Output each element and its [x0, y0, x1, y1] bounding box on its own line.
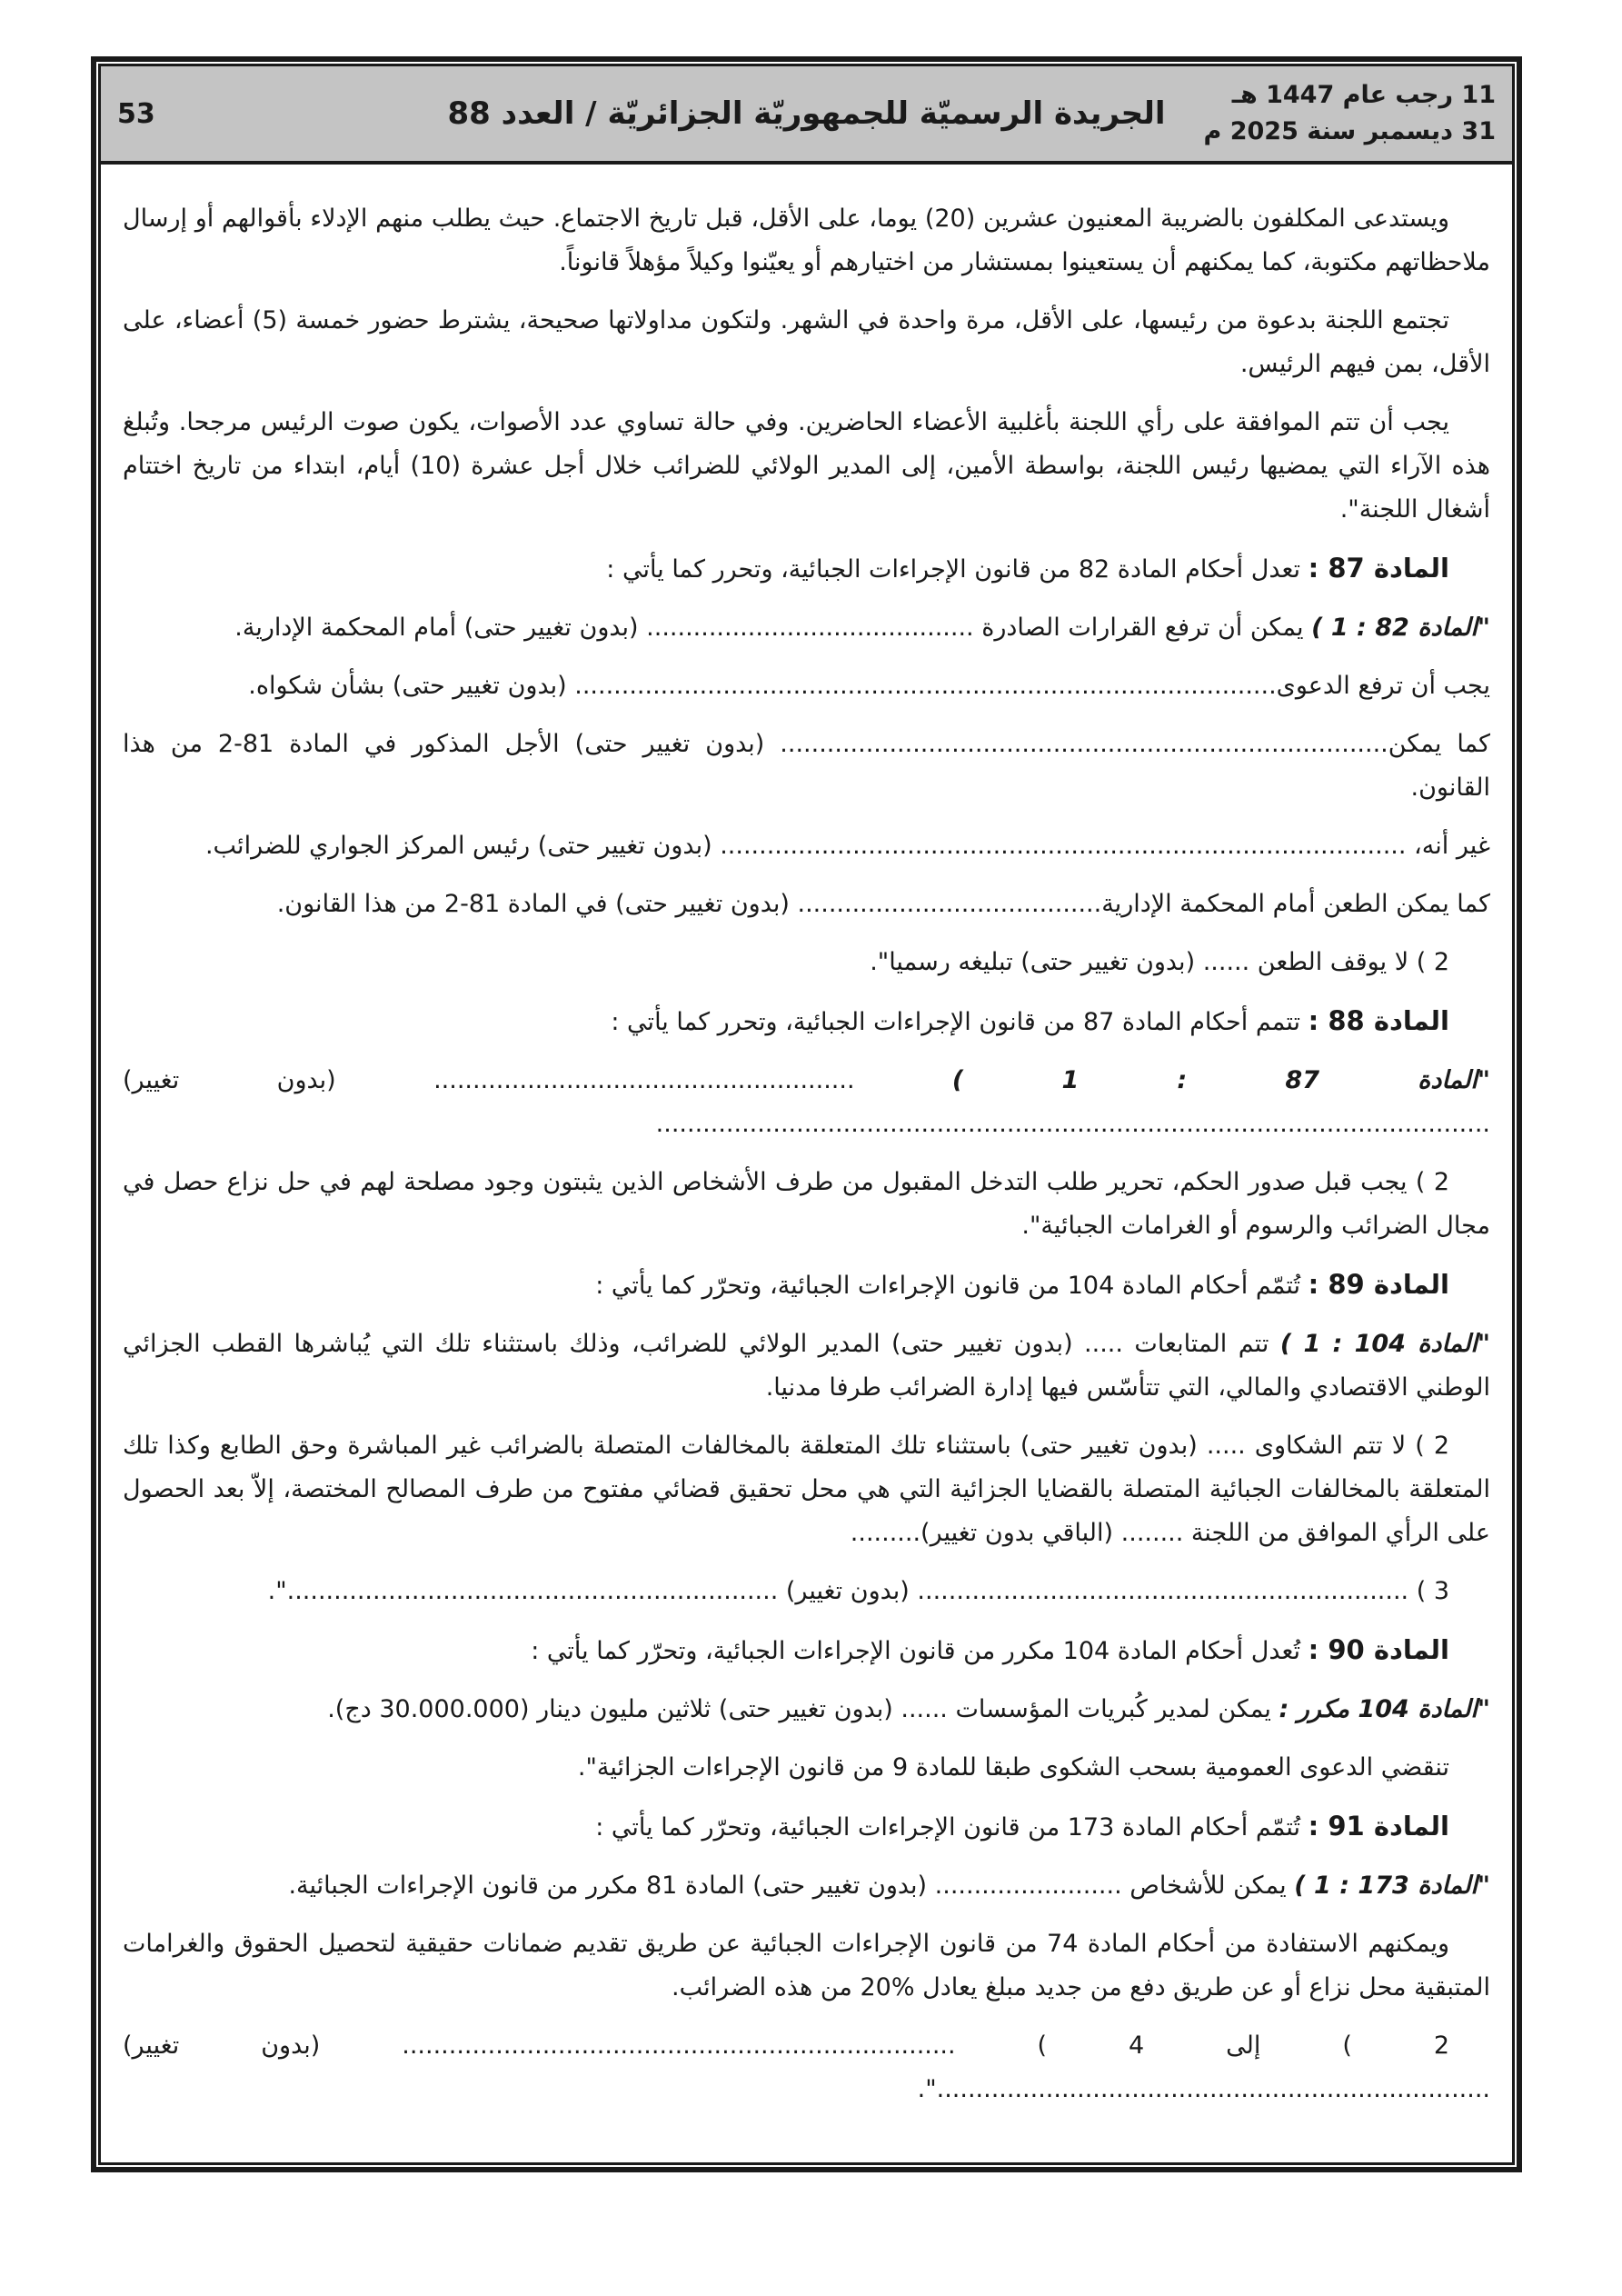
journal-title: الجريدة الرسميّة للجمهوريّة الجزائريّة / العدد 88	[447, 95, 1166, 132]
paragraph-text: كما يمكن.............................................................................. (بدون تغيير حتى) الأجل المذكور في المادة 81-2 من هذا القانون.	[123, 730, 1491, 802]
page-number: 53	[117, 97, 155, 130]
article-90-heading	[123, 1628, 1490, 1673]
article-82-quote-line-2	[123, 664, 1490, 708]
hijri-date: 11 رجب عام 1447 هـ	[1231, 80, 1496, 109]
paragraph-text: كما يمكن الطعن أمام المحكمة الإدارية....................................... (بدون تغيير حتى) في المادة 81-2 من هذا القانون.	[276, 890, 1490, 918]
paragraph-text: تُعدل أحكام المادة 104 مكرر من قانون الإجراءات الجبائية، وتحرّر كما يأتي :	[531, 1637, 1301, 1665]
article-91-label: المادة 91 :	[1308, 1811, 1449, 1842]
article-87-quote-line-1	[123, 1059, 1490, 1146]
article-104-quote-line-1	[123, 1323, 1490, 1410]
masthead	[101, 66, 1512, 165]
date-block	[1187, 77, 1496, 151]
quoted-article-87-label: "المادة 87 : 1 )	[951, 1066, 1490, 1094]
paragraph-text: 3 ) ............................................................... (بدون تغيير) ...............................................................".	[267, 1577, 1449, 1605]
paragraph-text: ...................................................... (بدون تغيير) ...........................................................................................................	[123, 1066, 1490, 1138]
quoted-article-173-label: "المادة 173 : 1 )	[1294, 1872, 1490, 1900]
article-89-label: المادة 89 :	[1308, 1269, 1449, 1300]
paragraph-text: يجب أن ترفع الدعوى.......................................................................................... (بدون تغيير حتى) بشأن شكواه.	[248, 672, 1490, 700]
quoted-article-104bis-label: "المادة 104 مكرر :	[1279, 1695, 1490, 1723]
article-82-quote-line-5	[123, 883, 1490, 926]
article-87-label: المادة 87 :	[1308, 553, 1449, 584]
paragraph-text: تُتمّم أحكام المادة 104 من قانون الإجراءات الجبائية، وتحرّر كما يأتي :	[595, 1272, 1301, 1300]
article-173-quote-line-2	[123, 1922, 1490, 2010]
paragraph-text: تُتمّم أحكام المادة 173 من قانون الإجراءات الجبائية، وتحرّر كما يأتي :	[595, 1813, 1301, 1842]
committee-meeting-paragraph	[123, 299, 1490, 386]
article-87-quote-line-2	[123, 1161, 1490, 1248]
article-104bis-quote-line-2	[123, 1746, 1490, 1790]
paragraph-text: تعدل أحكام المادة 82 من قانون الإجراءات الجبائية، وتحرر كما يأتي :	[606, 555, 1301, 584]
paragraph-text: 2 ) لا يوقف الطعن ...... (بدون تغيير حتى) تبليغه رسميا".	[870, 948, 1449, 976]
paragraph-text: 2 ) يجب قبل صدور الحكم، تحرير طلب التدخل المقبول من طرف الأشخاص الذين يثبتون وجود مصلحة لهم في حل نزاع حصل في مجال الضرائب والرسوم أو الغرامات الجبائية".	[123, 1168, 1490, 1240]
article-173-quote-line-1	[123, 1864, 1490, 1908]
paragraph-text: تجتمع اللجنة بدعوة من رئيسها، على الأقل، مرة واحدة في الشهر. ولتكون مداولاتها صحيحة، يشترط حضور خمسة (5) أعضاء، على الأقل، بمن فيهم الرئيس.	[123, 306, 1490, 378]
article-87-heading	[123, 546, 1490, 592]
article-104-quote-line-3	[123, 1570, 1490, 1613]
article-82-quote-line-1	[123, 606, 1490, 650]
quoted-article-104-label: "المادة 104 : 1 )	[1279, 1330, 1490, 1358]
paragraph-text: يجب أن تتم الموافقة على رأي اللجنة بأغلبية الأعضاء الحاضرين. وفي حالة تساوي عدد الأصوات، يكون صوت الرئيس مرجحا. وتُبلغ هذه الآراء التي يمضيها رئيس اللجنة، بواسطة الأمين، إلى المدير الولائي للضرائب خلال أجل عشرة (10) أيام، ابتداء من تاريخ اختتام أشغال اللجنة".	[123, 408, 1490, 524]
article-88-label: المادة 88 :	[1308, 1005, 1449, 1036]
article-90-label: المادة 90 :	[1308, 1634, 1449, 1665]
paragraph-text: 2 ) لا تتم الشكاوى ..... (بدون تغيير حتى) باستثناء تلك المتعلقة بالمخالفات المتصلة بالضرائب غير المباشرة وحق الطابع وكذا تلك المتعلقة بالمخالفات الجبائية المتصلة بالقضايا الجزائية التي هي محل تحقيق قضائي مفتوح من طرف المصالح المختصة، إلاّ بعد الحصول على الرأي الموافق من اللجنة ........ (الباقي بدون تغيير).........	[123, 1432, 1490, 1547]
paragraph-text: تتمم أحكام المادة 87 من قانون الإجراءات الجبائية، وتحرر كما يأتي :	[611, 1008, 1301, 1036]
article-173-quote-line-3	[123, 2024, 1490, 2111]
article-body	[101, 165, 1512, 2162]
article-104bis-quote-line-1	[123, 1688, 1490, 1732]
page-frame	[91, 56, 1522, 2172]
paragraph-text: يمكن أن ترفع القرارات الصادرة .......................................... (بدون تغيير حتى) أمام المحكمة الإدارية.	[234, 614, 1304, 642]
paragraph-text: غير أنه، ........................................................................................ (بدون تغيير حتى) رئيس المركز الجواري للضرائب.	[204, 832, 1490, 860]
article-91-heading	[123, 1804, 1490, 1850]
article-82-quote-line-6	[123, 941, 1490, 984]
article-88-heading	[123, 999, 1490, 1044]
paragraph-text: 2 ) إلى 4 ) ....................................................................... (بدون تغيير) .......................................................................".	[123, 2031, 1490, 2103]
gregorian-date: 31 ديسمبر سنة 2025 م	[1203, 117, 1496, 145]
paragraph-text: يمكن لمدير كُبريات المؤسسات ...... (بدون تغيير حتى) ثلاثين مليون دينار (30.000.000 دج).	[327, 1695, 1271, 1723]
paragraph-text: ويستدعى المكلفون بالضريبة المعنيون عشرين (20) يوما، على الأقل، قبل تاريخ الاجتماع. حيث يطلب منهم الإدلاء بأقوالهم أو إرسال ملاحظاتهم مكتوبة، كما يمكنهم أن يستعينوا بمستشار من اختيارهم أو يعيّنوا وكيلاً مؤهلاً قانوناً.	[123, 205, 1490, 276]
article-82-quote-line-3	[123, 723, 1490, 810]
paragraph-text: تنقضي الدعوى العمومية بسحب الشكوى طبقا للمادة 9 من قانون الإجراءات الجزائية".	[577, 1753, 1449, 1782]
page-frame-inner	[98, 64, 1515, 2165]
quoted-article-82-label: "المادة 82 : 1 )	[1311, 614, 1490, 642]
paragraph-text: ويمكنهم الاستفادة من أحكام المادة 74 من قانون الإجراءات الجبائية عن طريق تقديم ضمانات حقيقية لتحصيل الحقوق والغرامات المتبقية محل نزاع أو عن طريق دفع من جديد مبلغ يعادل %20 من هذه الضرائب.	[123, 1930, 1490, 2002]
article-82-quote-line-4	[123, 824, 1490, 868]
paragraph-text: تتم المتابعات ..... (بدون تغيير حتى) المدير الولائي للضرائب، وذلك باستثناء تلك التي يُباشرها القطب الجزائي الوطني الاقتصادي والمالي، التي تتأسّس فيها إدارة الضرائب طرفا مدنيا.	[123, 1330, 1490, 1402]
paragraph-text: يمكن للأشخاص ........................ (بدون تغيير حتى) المادة 81 مكرر من قانون الإجراءات الجبائية.	[288, 1872, 1287, 1900]
summons-paragraph	[123, 197, 1490, 285]
article-104-quote-line-2	[123, 1424, 1490, 1555]
article-89-heading	[123, 1263, 1490, 1308]
committee-vote-paragraph	[123, 401, 1490, 532]
